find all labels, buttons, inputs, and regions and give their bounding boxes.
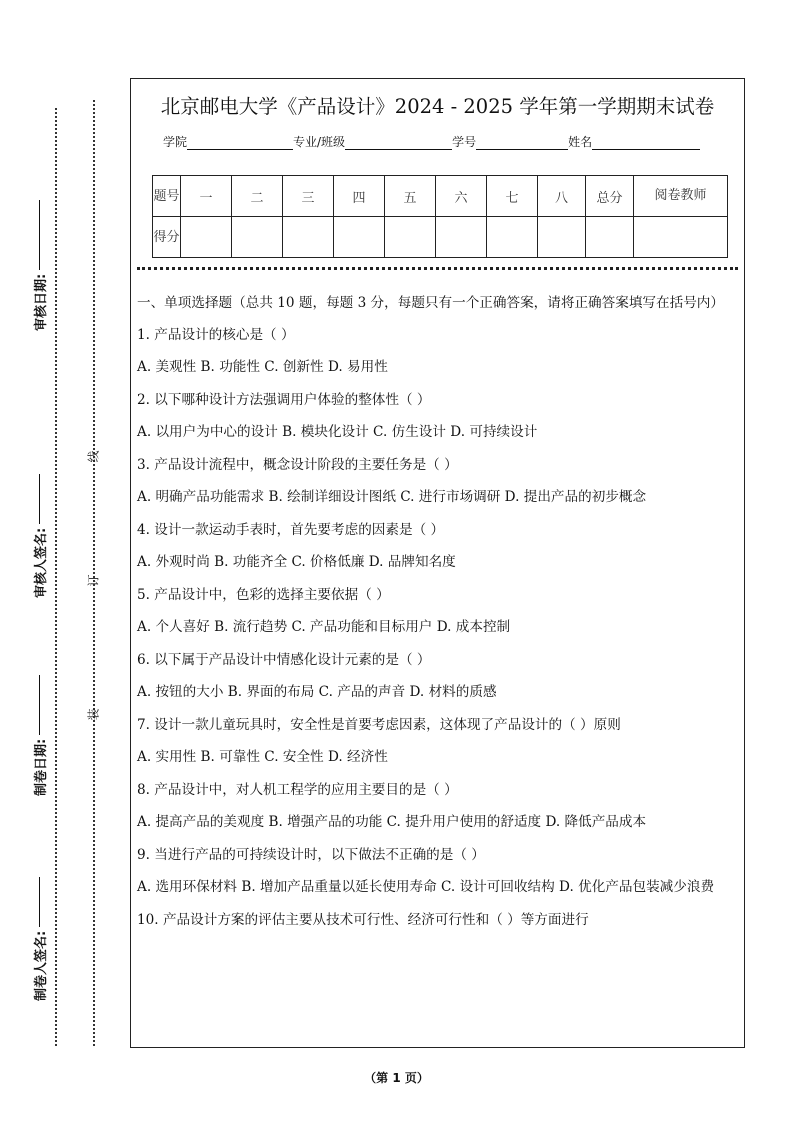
major-label: 专业/班级 (293, 135, 346, 149)
question-5: 5. 产品设计中，色彩的选择主要依据（ ） (137, 586, 390, 603)
question-7-options: A. 实用性 B. 可靠性 C. 安全性 D. 经济性 (137, 749, 388, 765)
exam-frame (130, 78, 745, 1048)
binding-dotted-line-inner (93, 100, 95, 1046)
review-date-label: 审核日期: (31, 181, 47, 331)
college-label: 学院 (163, 135, 188, 149)
question-10: 10. 产品设计方案的评估主要从技术可行性、经济可行性和（ ）等方面进行 (137, 911, 589, 928)
score-cell-5[interactable] (385, 217, 436, 258)
score-cell-grader[interactable] (634, 217, 728, 258)
binding-char-line: 线 (86, 450, 101, 463)
question-2-options: A. 以用户为中心的设计 B. 模块化设计 C. 仿生设计 D. 可持续设计 (137, 424, 538, 440)
separator-dotted-line (137, 267, 738, 270)
id-field[interactable] (476, 136, 568, 150)
score-col-7: 七 (487, 176, 538, 217)
review-date-underline (39, 200, 40, 270)
reviewer-sign-underline (39, 474, 40, 524)
score-col-8: 八 (538, 176, 586, 217)
prep-date-underline (39, 675, 40, 735)
prep-sign-label: 制卷人签名: (31, 851, 47, 1001)
question-3-options: A. 明确产品功能需求 B. 绘制详细设计图纸 C. 进行市场调研 D. 提出产品的初步概念 (137, 489, 647, 505)
name-label: 姓名 (568, 135, 593, 149)
question-3: 3. 产品设计流程中，概念设计阶段的主要任务是（ ） (137, 456, 458, 473)
question-6-options: A. 按钮的大小 B. 界面的布局 C. 产品的声音 D. 材料的质感 (137, 684, 497, 700)
binding-dotted-line-outer (55, 108, 57, 1046)
question-9-options: A. 选用环保材料 B. 增加产品重量以延长使用寿命 C. 设计可回收结构 D. 优化产品包装减少浪费 (137, 879, 715, 895)
binding-char-ding: 订 (86, 574, 101, 587)
score-col-total: 总分 (586, 176, 634, 217)
college-field[interactable] (187, 136, 293, 150)
student-info-line (163, 133, 700, 150)
prep-date-label: 制卷日期: (31, 646, 47, 796)
score-col-6: 六 (436, 176, 487, 217)
score-col-3: 三 (283, 176, 334, 217)
question-1: 1. 产品设计的核心是（ ） (137, 326, 295, 343)
score-cell-6[interactable] (436, 217, 487, 258)
reviewer-sign-label: 审核人签名: (31, 448, 47, 598)
question-7: 7. 设计一款儿童玩具时，安全性是首要考虑因素，这体现了产品设计的（ ）原则 (137, 716, 621, 733)
score-col-2: 二 (232, 176, 283, 217)
question-4-options: A. 外观时尚 B. 功能齐全 C. 价格低廉 D. 品牌知名度 (137, 554, 456, 570)
name-field[interactable] (592, 136, 700, 150)
question-6: 6. 以下属于产品设计中情感化设计元素的是（ ） (137, 651, 431, 668)
score-col-4: 四 (334, 176, 385, 217)
score-cell-3[interactable] (283, 217, 334, 258)
score-cell-4[interactable] (334, 217, 385, 258)
id-label: 学号 (452, 135, 477, 149)
question-4: 4. 设计一款运动手表时，首先要考虑的因素是（ ） (137, 521, 445, 538)
score-table-header-defen: 得分 (153, 217, 181, 258)
question-8-options: A. 提高产品的美观度 B. 增强产品的功能 C. 提升用户使用的舒适度 D. 降低产品成本 (137, 814, 647, 830)
question-content (137, 293, 740, 942)
question-5-options: A. 个人喜好 B. 流行趋势 C. 产品功能和目标用户 D. 成本控制 (137, 619, 511, 635)
score-table-header-tihao: 题号 (153, 176, 181, 217)
score-cell-2[interactable] (232, 217, 283, 258)
major-field[interactable] (345, 136, 452, 150)
page-number: （第 1 页） (364, 1071, 429, 1085)
score-cell-7[interactable] (487, 217, 538, 258)
score-cell-8[interactable] (538, 217, 586, 258)
score-cell-1[interactable] (181, 217, 232, 258)
section-heading: 一、单项选择题（总共 10 题，每题 3 分，每题只有一个正确答案，请将正确答案填写在括号内） (137, 295, 724, 311)
score-col-1: 一 (181, 176, 232, 217)
exam-title: 北京邮电大学《产品设计》2024 - 2025 学年第一学期期末试卷 (160, 95, 715, 118)
prep-sign-underline (39, 877, 40, 927)
score-col-grader: 阅卷教师 (634, 176, 728, 217)
question-1-options: A. 美观性 B. 功能性 C. 创新性 D. 易用性 (137, 359, 388, 375)
question-2: 2. 以下哪种设计方法强调用户体验的整体性（ ） (137, 391, 431, 408)
binding-char-zhuang: 装 (86, 708, 101, 721)
question-9: 9. 当进行产品的可持续设计时，以下做法不正确的是（ ） (137, 846, 485, 863)
question-8: 8. 产品设计中，对人机工程学的应用主要目的是（ ） (137, 781, 458, 798)
score-cell-total[interactable] (586, 217, 634, 258)
score-table (152, 175, 728, 258)
score-col-5: 五 (385, 176, 436, 217)
